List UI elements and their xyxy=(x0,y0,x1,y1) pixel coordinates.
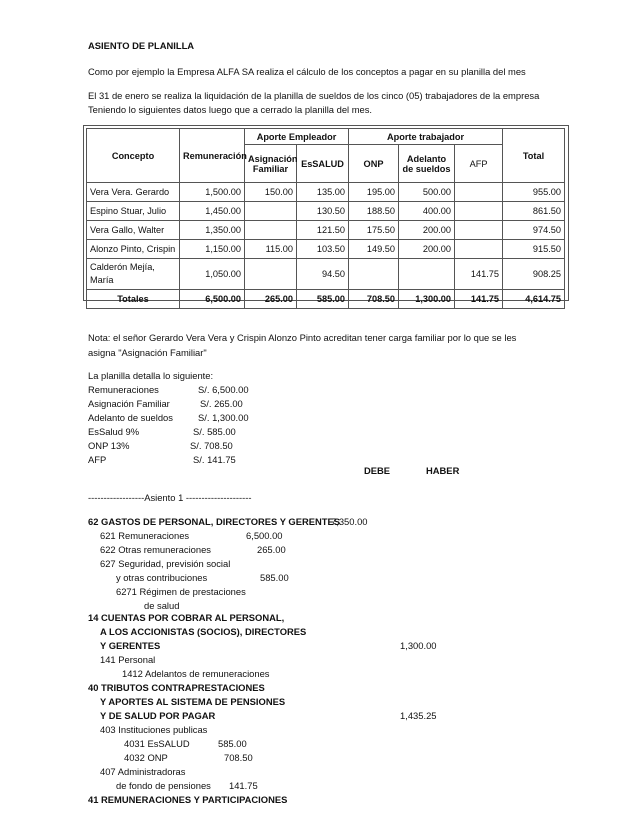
account-41: 41 REMUNERACIONES Y PARTICIPACIONES xyxy=(88,794,288,805)
account-622: 622 Otras remuneraciones xyxy=(100,544,211,555)
account-6271-line-2: de salud xyxy=(144,600,180,611)
cell-total-adelanto: 1,300.00 xyxy=(399,290,455,309)
intro-paragraph-2a: El 31 de enero se realiza la liquidación de la planilla de sueldos de los cinco (05) trabajadores de la empresa xyxy=(88,90,540,101)
account-62: 62 GASTOS DE PERSONAL, DIRECTORES Y GERENTES xyxy=(88,516,340,527)
cell-remuneracion: 1,350.00 xyxy=(180,221,245,240)
detalle-label: EsSalud 9% xyxy=(88,426,140,437)
account-4031: 4031 EsSALUD xyxy=(124,738,190,749)
cell-total: 908.25 xyxy=(503,259,565,290)
header-afp: AFP xyxy=(455,145,503,183)
account-141: 141 Personal xyxy=(100,654,156,665)
cell-remuneracion: 1,050.00 xyxy=(180,259,245,290)
detalle-value: S/. 6,500.00 xyxy=(198,384,249,395)
cell-adelanto xyxy=(399,259,455,290)
detalle-value: S/. 585.00 xyxy=(193,426,236,437)
account-621-value: 6,500.00 xyxy=(246,530,283,541)
account-627-line-1: 627 Seguridad, previsión social xyxy=(100,558,231,569)
account-14-line-3: Y GERENTES xyxy=(100,640,161,651)
planilla-table xyxy=(86,128,565,309)
table-row xyxy=(87,183,565,202)
cell-name: Vera Gallo, Walter xyxy=(87,221,180,240)
cell-remuneracion: 1,500.00 xyxy=(180,183,245,202)
account-407-line-1: 407 Administradoras xyxy=(100,766,186,777)
account-403: 403 Instituciones publicas xyxy=(100,724,208,735)
header-onp: ONP xyxy=(349,145,399,183)
cell-onp: 175.50 xyxy=(349,221,399,240)
account-40-line-2: Y APORTES AL SISTEMA DE PENSIONES xyxy=(100,696,286,707)
account-621: 621 Remuneraciones xyxy=(100,530,190,541)
header-essalud: EsSALUD xyxy=(297,145,349,183)
header-total: Total xyxy=(503,129,565,183)
cell-afp xyxy=(455,202,503,221)
detalle-value: S/. 708.50 xyxy=(190,440,233,451)
cell-totals-label: Totales xyxy=(87,290,180,309)
cell-total: 974.50 xyxy=(503,221,565,240)
totals-row xyxy=(87,290,565,309)
cell-asignacion: 115.00 xyxy=(245,240,297,259)
account-40-haber: 1,435.25 xyxy=(400,710,437,721)
cell-asignacion: 150.00 xyxy=(245,183,297,202)
cell-name: Espino Stuar, Julio xyxy=(87,202,180,221)
cell-adelanto: 200.00 xyxy=(399,221,455,240)
cell-asignacion xyxy=(245,259,297,290)
cell-adelanto: 400.00 xyxy=(399,202,455,221)
cell-essalud: 130.50 xyxy=(297,202,349,221)
debe-header: DEBE xyxy=(364,465,391,476)
cell-name: Vera Vera. Gerardo xyxy=(87,183,180,202)
cell-onp: 188.50 xyxy=(349,202,399,221)
cell-grand-total: 4,614.75 xyxy=(503,290,565,309)
table-row xyxy=(87,202,565,221)
document-title: ASIENTO DE PLANILLA xyxy=(88,40,195,51)
cell-total: 955.00 xyxy=(503,183,565,202)
cell-onp: 149.50 xyxy=(349,240,399,259)
cell-total-asignacion: 265.00 xyxy=(245,290,297,309)
cell-total: 915.50 xyxy=(503,240,565,259)
detalle-label: ONP 13% xyxy=(88,440,130,451)
table-row xyxy=(87,259,565,290)
account-14-haber: 1,300.00 xyxy=(400,640,437,651)
header-concepto: Concepto xyxy=(87,129,180,183)
cell-total-onp: 708.50 xyxy=(349,290,399,309)
cell-remuneracion: 1,450.00 xyxy=(180,202,245,221)
table-row xyxy=(87,240,565,259)
account-4032: 4032 ONP xyxy=(124,752,168,763)
cell-adelanto: 500.00 xyxy=(399,183,455,202)
cell-remuneracion: 1,150.00 xyxy=(180,240,245,259)
asiento-separator: ------------------Asiento 1 --------------------- xyxy=(88,492,252,503)
account-40-line-3: Y DE SALUD POR PAGAR xyxy=(100,710,216,721)
account-4031-value: 585.00 xyxy=(218,738,247,749)
cell-asignacion xyxy=(245,202,297,221)
detalle-value: S/. 265.00 xyxy=(200,398,243,409)
detalle-heading: La planilla detalla lo siguiente: xyxy=(88,370,214,381)
cell-afp xyxy=(455,221,503,240)
detalle-value: S/. 1,300.00 xyxy=(198,412,249,423)
cell-total-remuneracion: 6,500.00 xyxy=(180,290,245,309)
account-407-line-2: de fondo de pensiones xyxy=(116,780,211,791)
account-627-line-2: y otras contribuciones xyxy=(116,572,208,583)
account-14-line-1: 14 CUENTAS POR COBRAR AL PERSONAL, xyxy=(88,612,285,623)
cell-adelanto: 200.00 xyxy=(399,240,455,259)
detalle-value: S/. 141.75 xyxy=(193,454,236,465)
intro-paragraph-2b: Teniendo lo siguientes datos luego que a cerrado la planilla del mes. xyxy=(88,104,373,115)
cell-total-afp: 141.75 xyxy=(455,290,503,309)
cell-essalud: 103.50 xyxy=(297,240,349,259)
header-aporte-trabajador: Aporte trabajador xyxy=(349,129,503,145)
cell-afp xyxy=(455,240,503,259)
cell-total: 861.50 xyxy=(503,202,565,221)
cell-afp xyxy=(455,183,503,202)
cell-essalud: 121.50 xyxy=(297,221,349,240)
cell-total-essalud: 585.00 xyxy=(297,290,349,309)
cell-afp: 141.75 xyxy=(455,259,503,290)
haber-header: HABER xyxy=(426,465,460,476)
detalle-label: Asignación Familiar xyxy=(88,398,170,409)
cell-essalud: 135.00 xyxy=(297,183,349,202)
account-40-line-1: 40 TRIBUTOS CONTRAPRESTACIONES xyxy=(88,682,265,693)
nota-line-1: Nota: el señor Gerardo Vera Vera y Crispin Alonzo Pinto acreditan tener carga familiar por lo que se les xyxy=(88,332,517,343)
header-adelanto: Adelanto de sueldos xyxy=(399,145,455,183)
header-aporte-empleador: Aporte Empleador xyxy=(245,129,349,145)
cell-name: Alonzo Pinto, Crispin xyxy=(87,240,180,259)
header-asignacion: Asignación Familiar xyxy=(245,145,297,183)
nota-line-2: asigna "Asignación Familiar" xyxy=(88,347,207,358)
account-62-debe: 7,350.00 xyxy=(331,516,368,527)
cell-essalud: 94.50 xyxy=(297,259,349,290)
detalle-label: Remuneraciones xyxy=(88,384,159,395)
cell-name: Calderón Mejía, María xyxy=(87,259,180,290)
account-407-value: 141.75 xyxy=(229,780,258,791)
account-627-value: 585.00 xyxy=(260,572,289,583)
cell-onp: 195.00 xyxy=(349,183,399,202)
account-6271-line-1: 6271 Régimen de prestaciones xyxy=(116,586,246,597)
detalle-label: Adelanto de sueldos xyxy=(88,412,173,423)
detalle-label: AFP xyxy=(88,454,107,465)
account-4032-value: 708.50 xyxy=(224,752,253,763)
account-14-line-2: A LOS ACCIONISTAS (SOCIOS), DIRECTORES xyxy=(100,626,307,637)
cell-asignacion xyxy=(245,221,297,240)
table-row xyxy=(87,221,565,240)
account-622-value: 265.00 xyxy=(257,544,286,555)
intro-paragraph-1: Como por ejemplo la Empresa ALFA SA realiza el cálculo de los conceptos a pagar en su planilla del mes xyxy=(88,66,526,77)
cell-onp xyxy=(349,259,399,290)
account-1412: 1412 Adelantos de remuneraciones xyxy=(122,668,270,679)
header-remuneracion: Remuneración xyxy=(180,129,245,183)
